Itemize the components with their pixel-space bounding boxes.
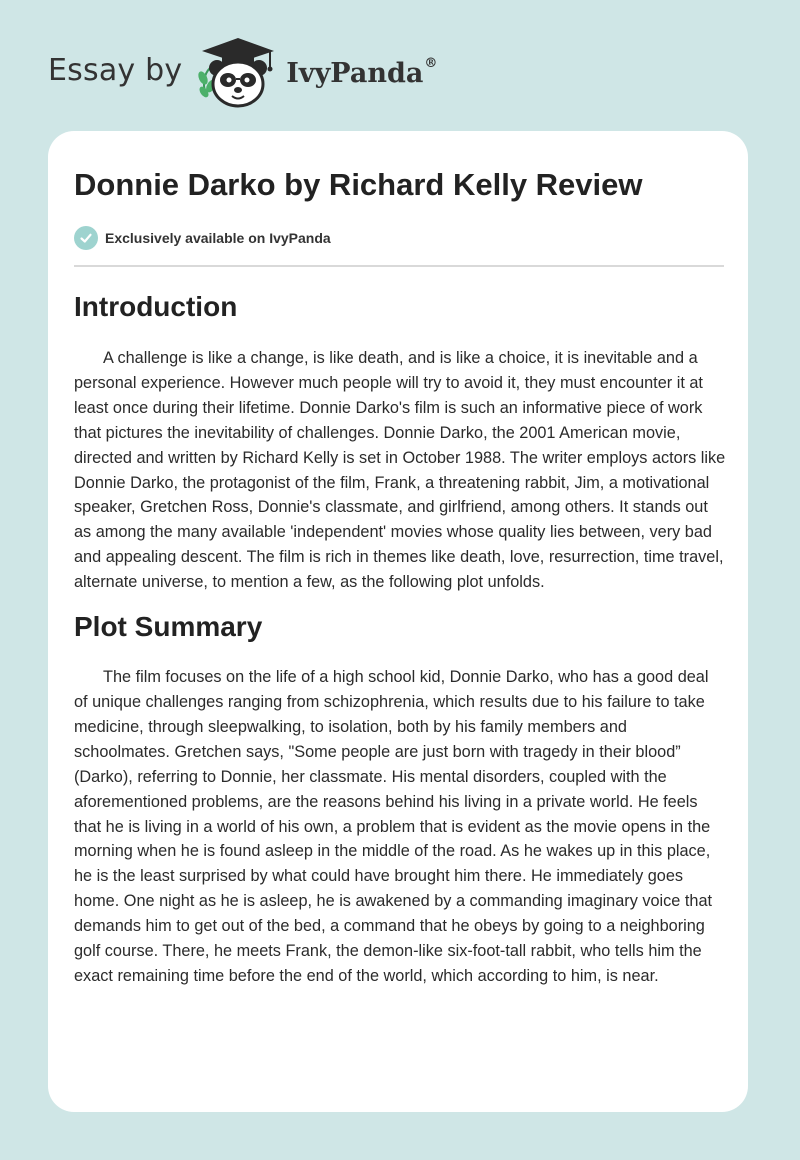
plot-summary-paragraph: The film focuses on the life of a high school kid, Donnie Darko, who has a good deal of unique challenges ranging from schizophrenia, which results due to his failure to take medicine, through sleepwalking, to isolation, both by his family members and schoolmates. Gretchen says, "Some people are just born with tragedy in their blood” (Darko), referring to Donnie, her classmate. His mental disorders, coupled with the aforementioned problems, are the reasons behind his living in a private world. He feels that he is living in a world of his own, a problem that is evident as the movie opens in the morning when he is found asleep in the middle of the road. As he wakes up in this place, he is the least surprised by what could have brought him there. He immediately goes home. One night as he is asleep, he is awakened by a commanding imaginary voice that demands him to get out of the bed, a command that he obeys by going to a neighboring golf course. There, he meets Frank, the demon-like six-foot-tall rabbit, who tells him the exact remaining time before the end of the world, which according to him, is near. bbox=[74, 668, 713, 985]
exclusive-label: Exclusively available on IvyPanda bbox=[105, 230, 331, 246]
check-icon bbox=[74, 226, 98, 250]
brand-text[interactable]: IvyPanda bbox=[286, 57, 424, 89]
article-card bbox=[48, 131, 748, 1112]
trademark-symbol: ® bbox=[424, 55, 438, 71]
site-header bbox=[48, 34, 437, 110]
essay-by-label: Essay by bbox=[48, 52, 183, 88]
page-title: Donnie Darko by Richard Kelly Review bbox=[74, 167, 643, 202]
exclusive-badge bbox=[74, 226, 722, 250]
panda-graduate-icon[interactable] bbox=[192, 34, 284, 110]
section-heading-introduction: Introduction bbox=[74, 291, 238, 322]
brand-name[interactable] bbox=[286, 55, 438, 89]
section-heading-plot-summary: Plot Summary bbox=[74, 611, 263, 643]
introduction-paragraph: A challenge is like a change, is like death, and is like a choice, it is inevitable and a personal experience. However much people will try to avoid it, they must encounter it at least once during their lifetime. Donnie Darko's film is such an informative piece of work that pictures the inevitability of challenges. Donnie Darko, the 2001 American movie, directed and written by Richard Kelly is set in October 1988. The writer employs actors like Donnie Darko, the protagonist of the film, Frank, a threatening rabbit, Jim, a motivational speaker, Gretchen Ross, Donnie's classmate, and girlfriend, among others. It stands out as among the many available 'independent' movies whose quality lies between, very bad and appealing descent. The film is rich in themes like death, love, resurrection, time travel, alternate universe, to mention a few, as the following plot unfolds. bbox=[74, 349, 726, 592]
divider bbox=[74, 265, 724, 267]
